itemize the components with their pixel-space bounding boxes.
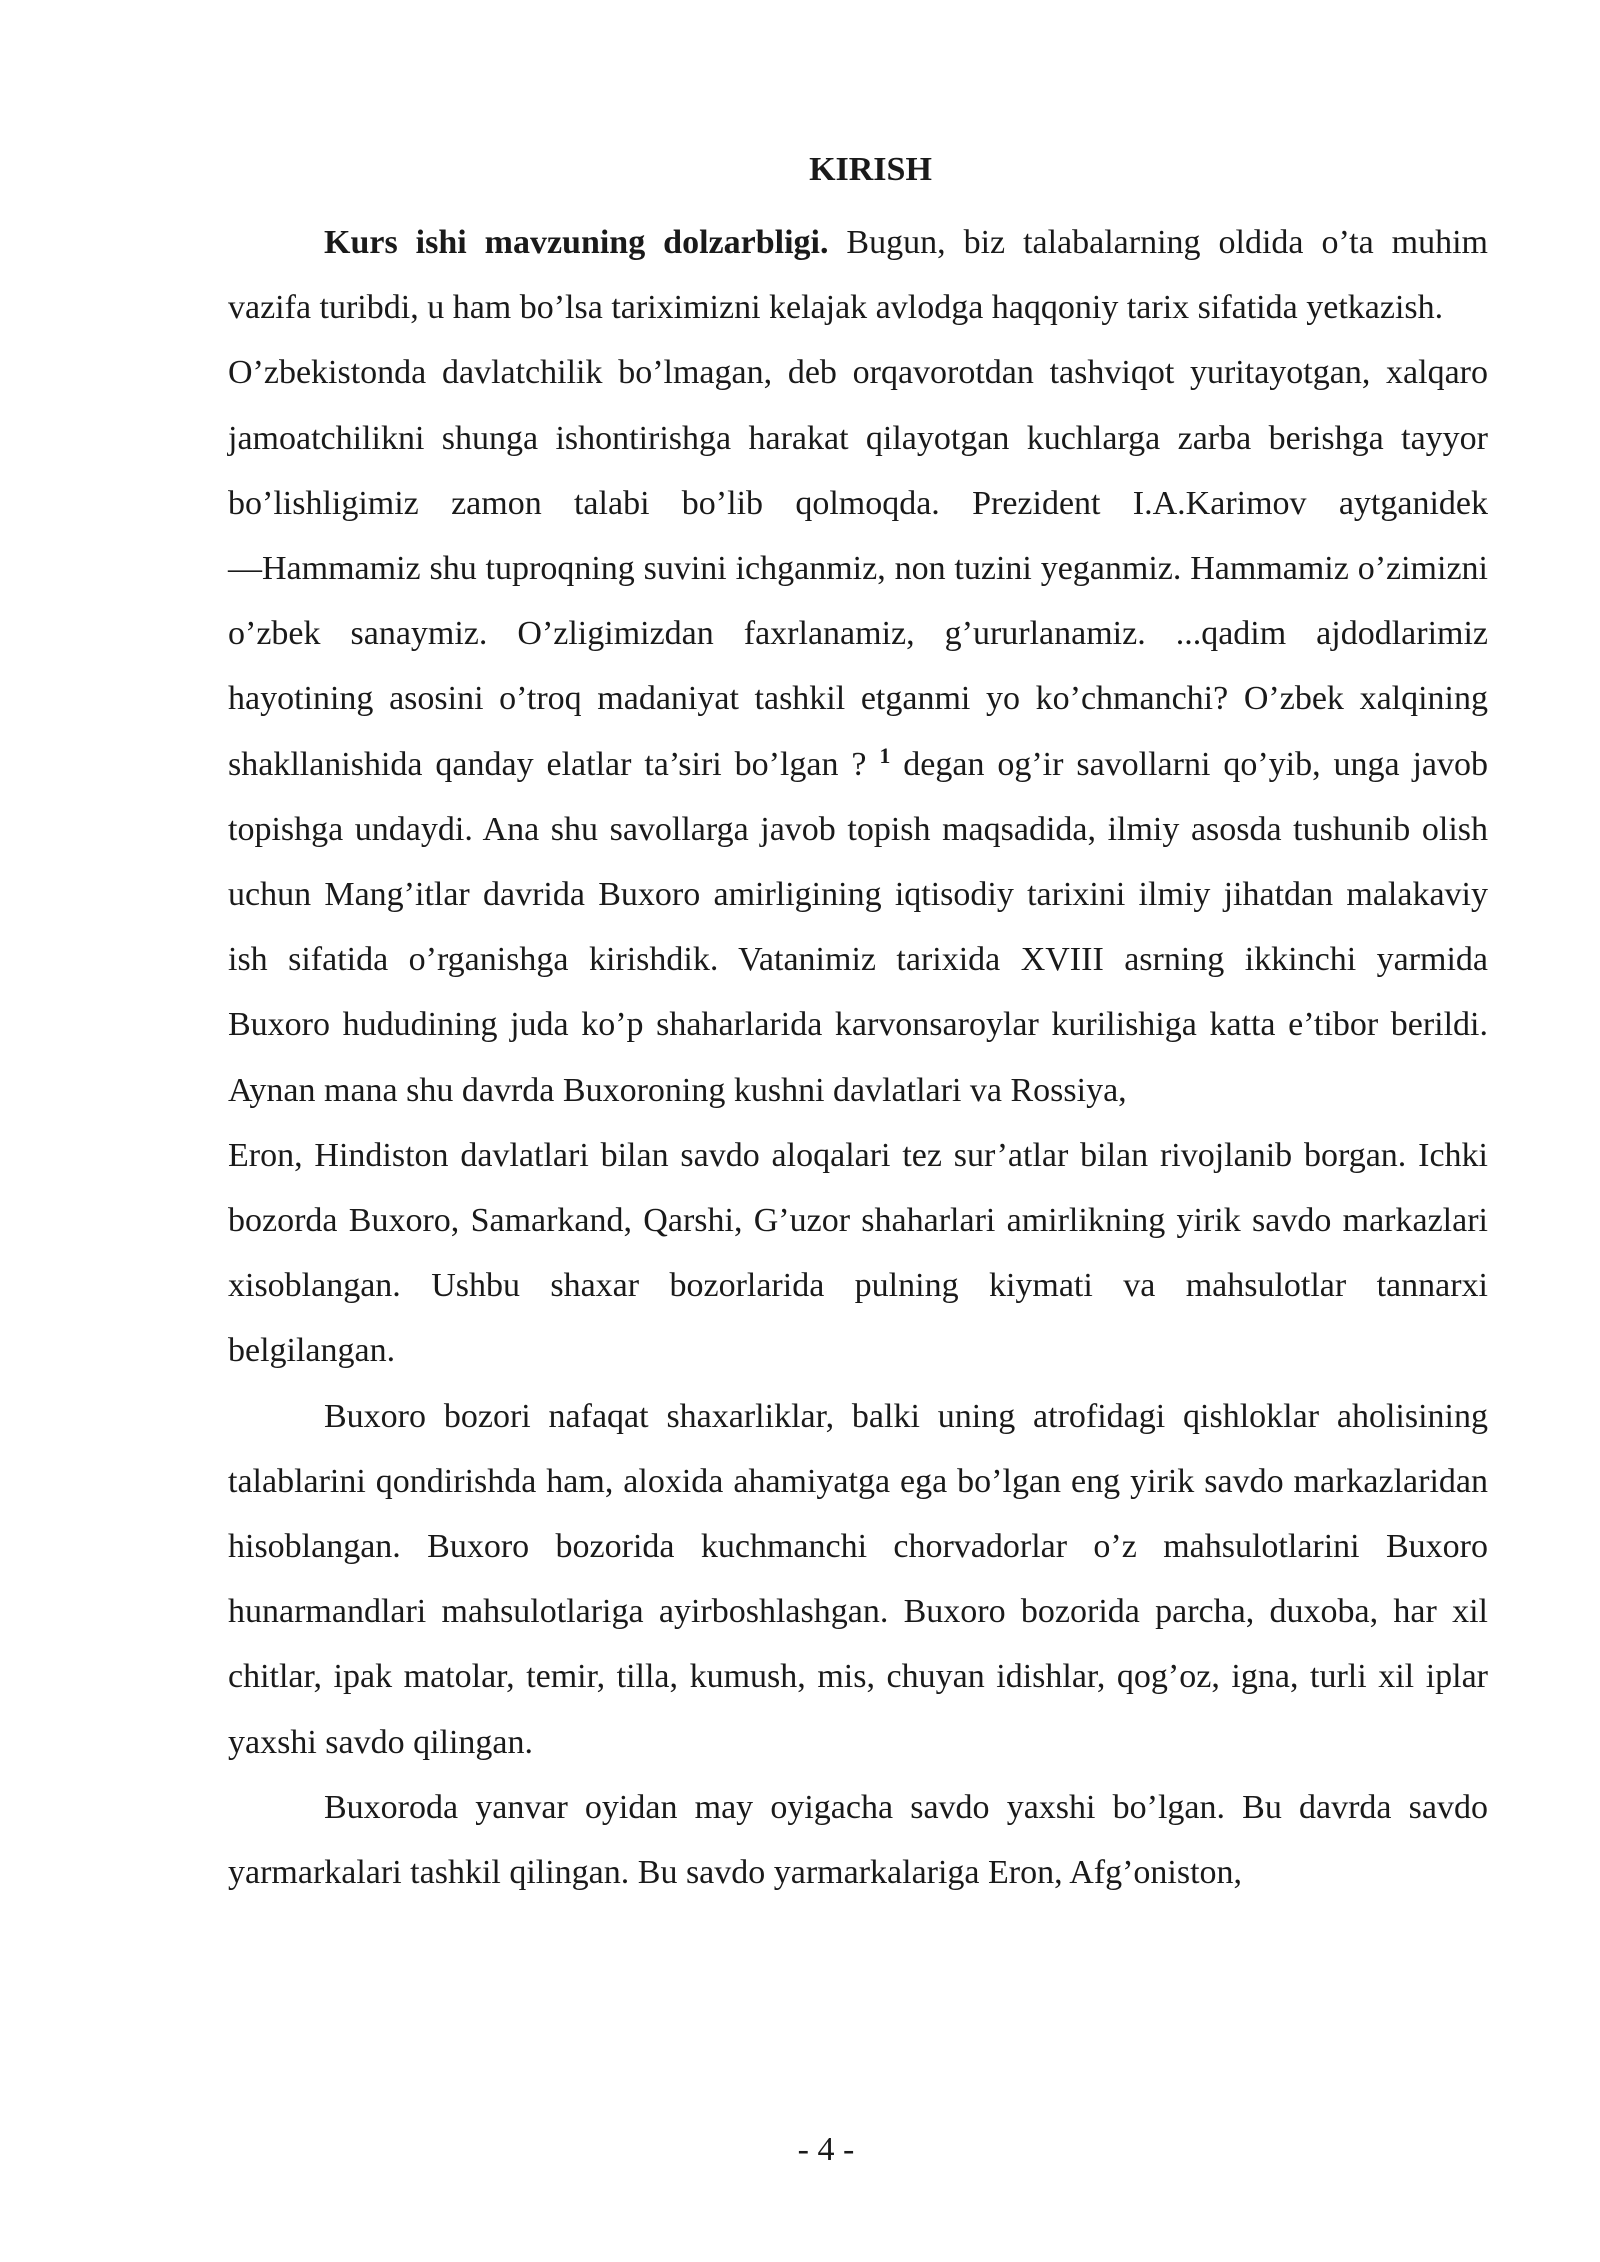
page-number: - 4 - xyxy=(797,2131,855,2168)
paragraph-5: Buxoroda yanvar oyidan may oyigacha savdo yaxshi bo’lgan. Bu davrda savdo yarmarkalari tashkil qilingan. Bu savdo yarmarkalariga Eron, Afg’oniston, xyxy=(228,1788,1488,1892)
footnote-marker: 1 xyxy=(879,742,891,768)
paragraph-2 xyxy=(228,340,1488,1122)
intro-text: Bugun, biz talabalarning oldida o’ta muhim vazifa turibdi, u ham bo’lsa tariximizni kelajak avlodga haqqoniy tarix sifatida yetkazish. xyxy=(228,224,1488,327)
intro-lead: Kurs ishi mavzuning dolzarbligi. xyxy=(324,224,829,261)
paragraph-2-text-b: degan og’ir savollarni qo’yib, unga javob topishga undaydi. Ana shu savollarga javob topish maqsadida, ilmiy asosda tushunib olish uchun Mang’itlar davrida Buxoro amirligining iqtisodiy tarixini ilmiy jihatdan malakaviy ish sifatida o’rganishga kirishdik. Vatanimiz tarixida XVIII asrning ikkinchi yarmida Buxoro hududining juda ko’p shaharlarida karvonsaroylar kurilishiga katta e’tibor berildi. Aynan mana shu davrda Buxoroning kushni davlatlari va Rossiya, xyxy=(228,745,1489,1109)
paragraph-2-text-a: O’zbekistonda davlatchilik bo’lmagan, deb orqavorotdan tashviqot yuritayotgan, xalqaro jamoatchilikni shunga ishontirishga harakat qilayotgan kuchlarga zarba berishga tayyor bo’lishligimiz zamon talabi bo’lib qolmoqda. Prezident I.A.Karimov aytganidek ―Hammamiz shu tuproqning suvini ichganmiz, non tuzini yeganmiz. Hammamiz o’zimizni o’zbek sanaymiz. O’zligimizdan faxrlanamiz, g’ururlanamiz. ...qadim ajdodlarimiz hayotining asosini o’troq madaniyat tashkil etganmi yo ko’chmanchi? O’zbek xalqining shakllanishida qanday elatlar ta’siri bo’lgan ? xyxy=(228,354,1488,783)
intro-paragraph xyxy=(228,210,1488,340)
paragraph-4: Buxoro bozori nafaqat shaxarliklar, balki uning atrofidagi qishloklar aholisining talablarini qondirishda ham, aloxida ahamiyatga ega bo’lgan eng yirik savdo markazlaridan hisoblangan. Buxoro bozorida kuchmanchi chorvadorlar o’z mahsulotlarini Buxoro hunarmandlari mahsulotlariga ayirboshlashgan. Buxoro bozorida parcha, duxoba, har xil chitlar, ipak matolar, temir, tilla, kumush, mis, chuyan idishlar, qog’oz, igna, turli xil iplar yaxshi savdo qilingan. xyxy=(228,1397,1488,1761)
paragraph-3: Eron, Hindiston davlatlari bilan savdo aloqalari tez sur’atlar bilan rivojlanib borgan. Ichki bozorda Buxoro, Samarkand, Qarshi, G’uzor shaharlari amirlikning yirik savdo markazlari xisoblangan. Ushbu shaxar bozorlarida pulning kiymati va mahsulotlar tannarxi belgilangan. xyxy=(228,1136,1488,1370)
section-heading: KIRISH xyxy=(809,151,932,188)
